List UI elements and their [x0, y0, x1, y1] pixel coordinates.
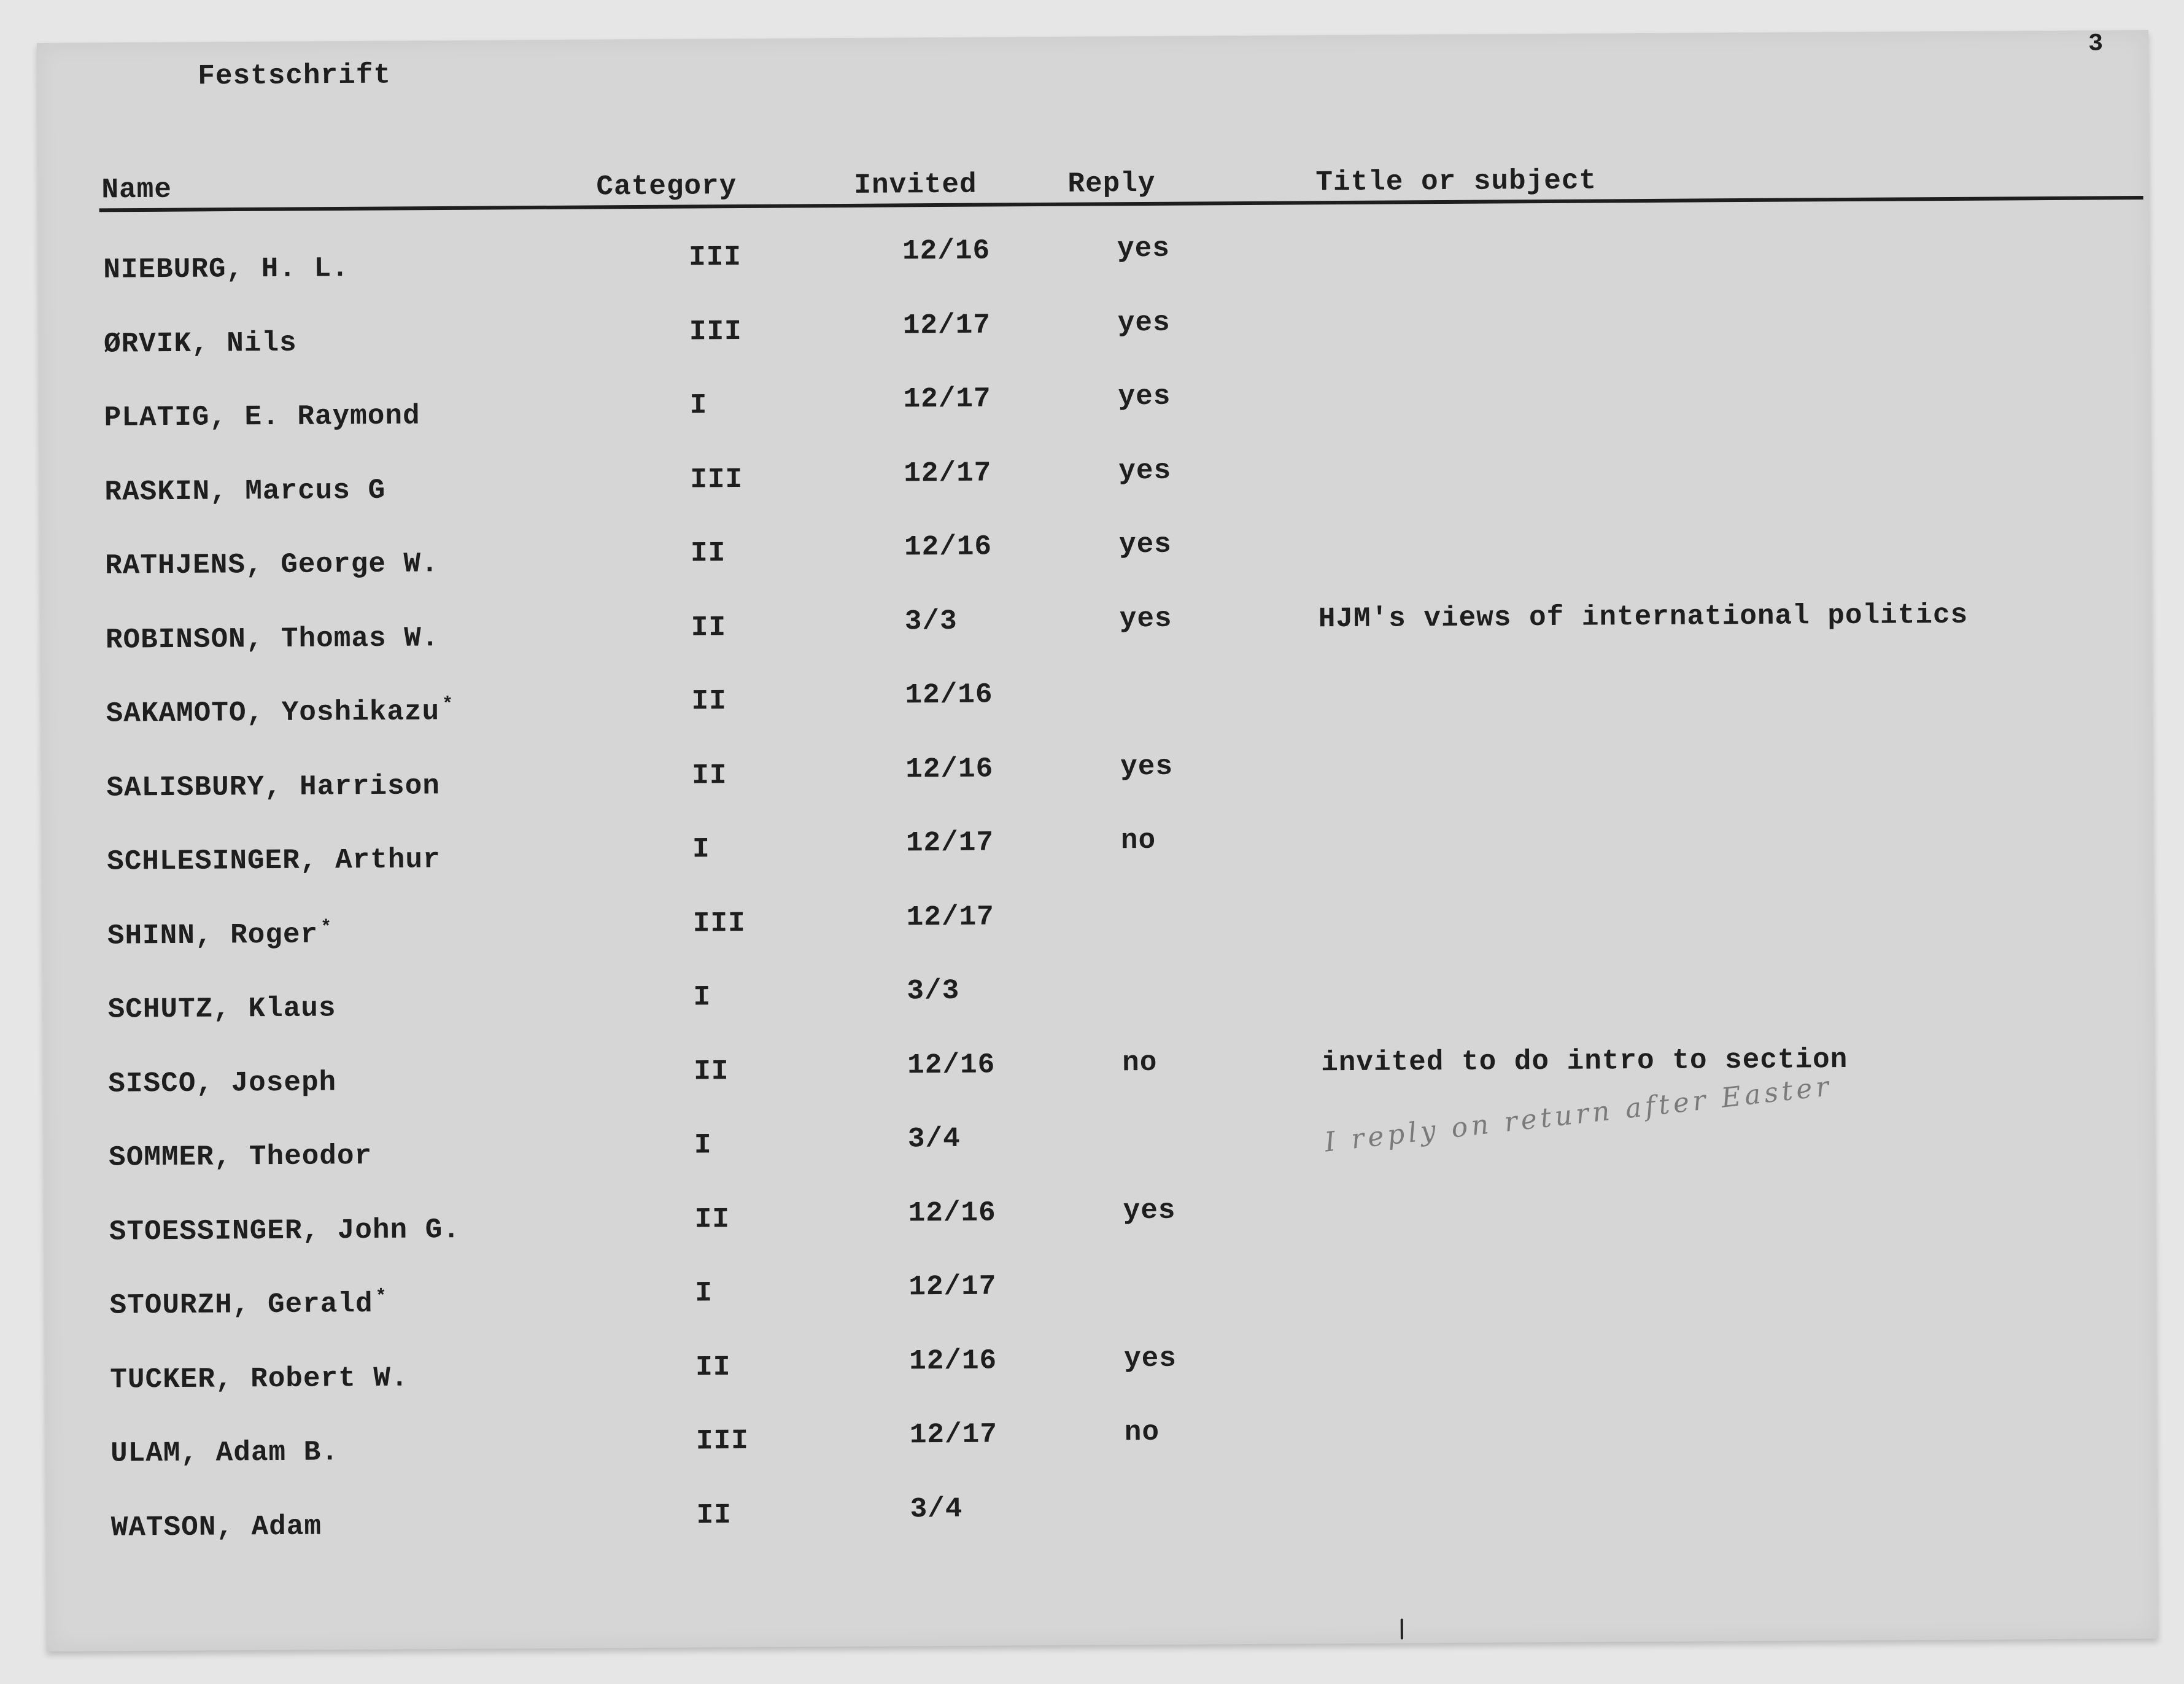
- table-row: [99, 227, 2144, 313]
- cell-invited: 3/3: [907, 974, 960, 1007]
- cell-reply: yes: [1119, 602, 1172, 635]
- cell-name: [109, 1287, 387, 1322]
- name-text: RASKIN, Marcus G: [104, 474, 386, 508]
- cell-invited: 12/16: [905, 678, 993, 712]
- cell-category: III: [689, 315, 742, 348]
- table-row: [104, 1041, 2149, 1127]
- cell-subject: HJM's views of international politics: [1318, 599, 1969, 635]
- cell-invited: 12/16: [905, 753, 994, 785]
- name-text: SCHLESINGER, Arthur: [106, 844, 441, 878]
- cell-reply: no: [1124, 1416, 1160, 1449]
- cell-invited: 12/17: [908, 1270, 997, 1303]
- cell-category: II: [694, 1055, 729, 1087]
- cell-name: [105, 546, 441, 582]
- document-title: Festschrift: [198, 59, 392, 93]
- table-row: [104, 966, 2148, 1053]
- cell-name: [111, 1509, 325, 1543]
- table-row: [102, 670, 2147, 757]
- cell-name: [104, 473, 388, 508]
- stray-ink-mark: [1401, 1618, 1403, 1639]
- cell-name: [107, 917, 333, 952]
- asterisk-mark: *: [320, 917, 333, 938]
- cell-name: [104, 398, 423, 433]
- table-row: [106, 1337, 2151, 1423]
- cell-invited: 12/16: [908, 1344, 997, 1377]
- cell-reply: no: [1120, 824, 1156, 857]
- cell-invited: 12/17: [909, 1418, 998, 1451]
- cell-category: II: [695, 1351, 731, 1383]
- table-header: [99, 147, 2143, 212]
- page-number: 3: [2088, 30, 2104, 58]
- cell-reply: yes: [1118, 528, 1172, 561]
- cell-name: [106, 694, 454, 730]
- name-text: STOESSINGER, John G.: [109, 1213, 461, 1248]
- cell-invited: 12/17: [902, 309, 991, 341]
- table-row: [107, 1484, 2151, 1571]
- cell-reply: yes: [1123, 1194, 1176, 1227]
- cell-invited: 12/17: [906, 900, 994, 933]
- cell-invited: 12/16: [902, 235, 991, 268]
- cell-name: [106, 620, 442, 656]
- cell-name: [103, 251, 352, 286]
- name-text: SISCO, Joseph: [108, 1066, 337, 1100]
- cell-name: [104, 325, 300, 360]
- document-sheet: [37, 30, 2158, 1651]
- cell-category: III: [695, 1424, 749, 1457]
- cell-invited: 3/3: [904, 605, 958, 637]
- cell-reply: yes: [1118, 380, 1171, 413]
- table-row: [106, 1189, 2150, 1275]
- cell-reply: yes: [1120, 750, 1174, 783]
- name-text: NIEBURG, H. L.: [103, 252, 349, 286]
- handwritten-note: I reply on return after Easter: [1323, 1070, 1834, 1158]
- cell-name: [110, 1360, 411, 1395]
- name-text: ØRVIK, Nils: [103, 327, 297, 360]
- cell-category: III: [690, 463, 743, 496]
- table-row: [102, 597, 2147, 683]
- cell-invited: 3/4: [907, 1122, 961, 1155]
- cell-category: II: [691, 685, 727, 718]
- asterisk-mark: *: [441, 694, 454, 715]
- cell-invited: 3/4: [910, 1492, 963, 1525]
- cell-invited: 12/16: [907, 1048, 996, 1081]
- name-text: SHINN, Roger: [107, 918, 319, 952]
- cell-category: II: [691, 611, 727, 644]
- cell-invited: 12/16: [904, 530, 993, 564]
- cell-name: [110, 1435, 341, 1470]
- cell-category: II: [690, 537, 726, 570]
- name-text: PLATIG, E. Raymond: [104, 400, 420, 434]
- name-text: SCHUTZ, Klaus: [107, 992, 336, 1026]
- table-row: [107, 1410, 2151, 1497]
- cell-name: [107, 991, 338, 1026]
- table-row: [106, 1262, 2150, 1349]
- cell-category: II: [694, 1203, 730, 1235]
- cell-reply: yes: [1117, 232, 1171, 265]
- cell-reply: yes: [1117, 306, 1171, 339]
- table-row: [104, 893, 2148, 979]
- name-text: SAKAMOTO, Yoshikazu: [106, 696, 440, 730]
- cell-reply: no: [1122, 1046, 1158, 1079]
- cell-category: I: [693, 981, 711, 1014]
- header-invited: Invited: [854, 168, 977, 201]
- table-row: [101, 522, 2146, 609]
- name-text: SALISBURY, Harrison: [106, 769, 441, 804]
- table-row: [103, 745, 2147, 831]
- cell-category: I: [689, 389, 708, 422]
- cell-category: I: [692, 833, 710, 866]
- cell-name: [108, 1065, 339, 1100]
- name-text: ROBINSON, Thomas W.: [105, 621, 440, 656]
- name-text: SOMMER, Theodor: [108, 1140, 373, 1174]
- cell-reply: yes: [1118, 454, 1172, 487]
- cell-name: [109, 1212, 463, 1247]
- header-subject: Title or subject: [1315, 165, 1597, 199]
- header-name: Name: [101, 173, 172, 206]
- cell-name: [107, 842, 443, 878]
- cell-invited: 12/17: [904, 457, 992, 489]
- cell-invited: 12/17: [903, 382, 991, 416]
- cell-name: [106, 768, 443, 804]
- header-category: Category: [596, 170, 737, 203]
- cell-category: I: [695, 1277, 713, 1310]
- table-row: [100, 374, 2145, 461]
- table-row: [100, 301, 2145, 387]
- cell-subject: invited to do intro to section: [1321, 1043, 1848, 1079]
- header-reply: Reply: [1067, 167, 1156, 200]
- name-text: STOURZH, Gerald: [109, 1288, 373, 1322]
- cell-invited: 12/16: [908, 1196, 996, 1229]
- cell-name: [109, 1139, 374, 1174]
- cell-reply: yes: [1123, 1342, 1177, 1375]
- cell-category: I: [694, 1129, 712, 1162]
- cell-category: III: [692, 907, 746, 939]
- name-text: ULAM, Adam B.: [110, 1436, 339, 1470]
- name-text: TUCKER, Robert W.: [110, 1362, 409, 1396]
- cell-category: II: [696, 1499, 732, 1531]
- cell-category: III: [688, 241, 742, 274]
- table-row: [103, 818, 2148, 905]
- cell-invited: 12/17: [905, 826, 994, 859]
- table-row: [101, 449, 2145, 535]
- table-body: [99, 227, 2151, 1570]
- name-text: RATHJENS, George W.: [105, 548, 439, 582]
- asterisk-mark: *: [375, 1286, 387, 1308]
- table-row: [105, 1114, 2150, 1201]
- cell-category: II: [692, 759, 727, 792]
- name-text: WATSON, Adam: [110, 1510, 322, 1544]
